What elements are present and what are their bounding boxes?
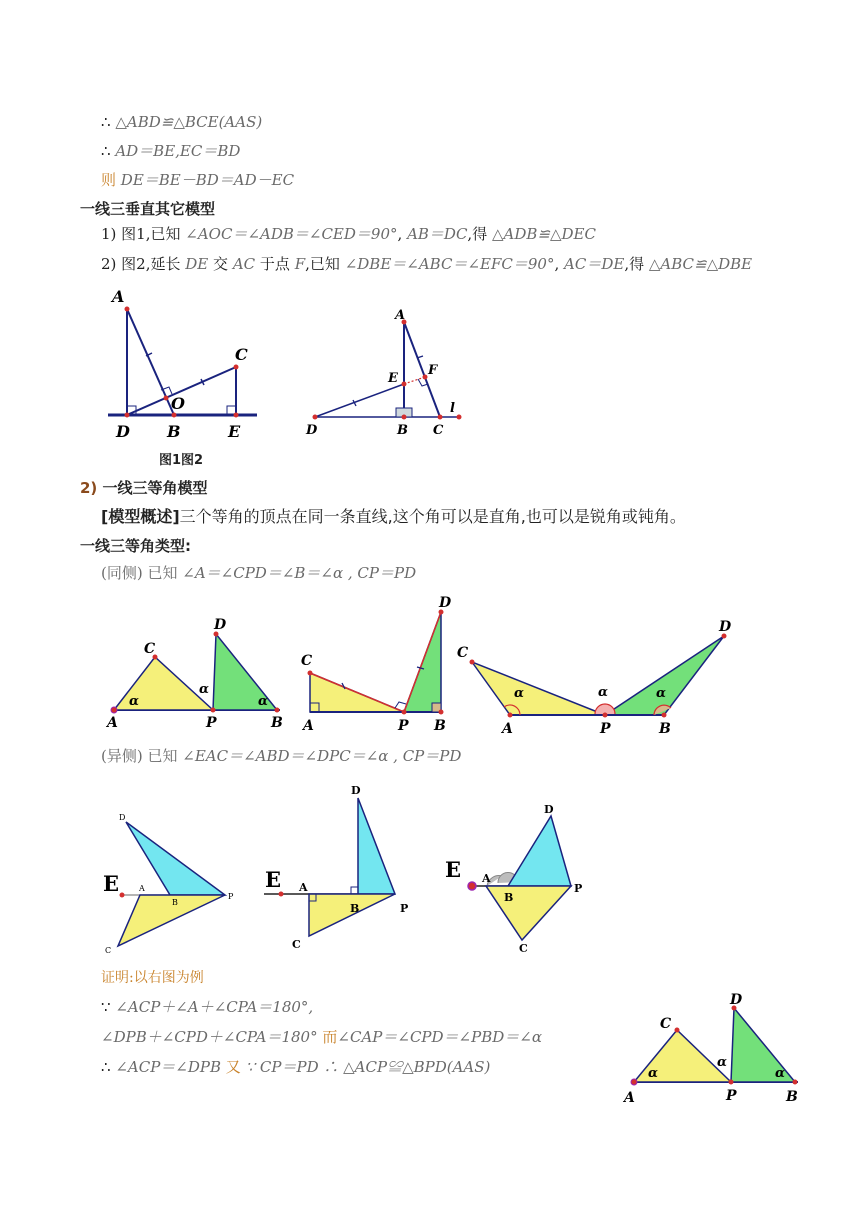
ref-label-c: C bbox=[660, 1016, 672, 1032]
proof-bottom-line-3 bbox=[101, 1057, 490, 1077]
opposite-side-figure-3 bbox=[442, 798, 592, 958]
fig1-label-b: B bbox=[167, 422, 181, 441]
section-number: 2) bbox=[80, 479, 98, 497]
fig1-label-c: C bbox=[235, 345, 248, 364]
ref-point-p bbox=[729, 1080, 734, 1085]
ref-triangle-pdb bbox=[731, 1008, 795, 1082]
ref-label-p: P bbox=[726, 1088, 737, 1104]
opposite-side-figure-2 bbox=[262, 778, 422, 958]
ss3-label-p: P bbox=[600, 721, 611, 737]
same-side-figure-2 bbox=[298, 592, 458, 737]
ss3-alpha-a: α bbox=[514, 686, 525, 701]
ss2-right-angle-p bbox=[395, 702, 406, 708]
ss3-triangle-acp bbox=[472, 662, 605, 715]
ss1-label-a: A bbox=[107, 715, 118, 730]
os3-triangle-acp bbox=[486, 886, 571, 940]
item1-result: △ADB≌△DEC bbox=[491, 225, 596, 243]
ss2-label-a: A bbox=[303, 718, 314, 734]
and-word: 而 bbox=[322, 1028, 338, 1046]
types-heading: 一线三等角类型: bbox=[80, 537, 191, 555]
opposite-side-figure-1 bbox=[98, 805, 248, 955]
fig1-point-c bbox=[234, 365, 239, 370]
ss1-label-d: D bbox=[214, 617, 227, 633]
fig1-label-a: A bbox=[112, 287, 125, 306]
item1-prefix: 1) 图1,已知 bbox=[101, 225, 181, 243]
final-conclusion: ∵ CP＝PD ∴ △ACP≌△BPD(AAS) bbox=[245, 1058, 491, 1076]
ss1-alpha-b: α bbox=[258, 694, 269, 709]
therefore-symbol: ∴ bbox=[101, 113, 111, 131]
ss2-label-c: C bbox=[301, 653, 313, 669]
os1-label-d: D bbox=[119, 813, 126, 822]
proof-line-2 bbox=[101, 141, 240, 161]
os2-label-c: C bbox=[292, 938, 301, 951]
os1-label-e: E bbox=[103, 871, 120, 896]
os1-label-a: A bbox=[139, 884, 145, 893]
section-heading-three-angles bbox=[80, 478, 208, 498]
proof-reference-figure bbox=[620, 988, 810, 1108]
os3-label-a: A bbox=[482, 872, 491, 885]
proof-bottom-line-1 bbox=[101, 997, 313, 1017]
item2-word-c: ,已知 bbox=[305, 255, 340, 273]
figure-2-diagram bbox=[300, 300, 470, 445]
figure-1-diagram bbox=[100, 284, 265, 444]
os1-label-p: P bbox=[228, 892, 234, 901]
also-word: 又 bbox=[225, 1058, 241, 1076]
fig2-point-f bbox=[423, 375, 428, 380]
fig1-point-e bbox=[234, 413, 239, 418]
other-model-item-2 bbox=[101, 254, 752, 274]
fig1-point-d bbox=[125, 413, 130, 418]
ref-label-b: B bbox=[786, 1089, 798, 1105]
because-symbol: ∵ bbox=[101, 998, 111, 1016]
item1-mid: ,得 bbox=[467, 225, 488, 243]
ref-label-d: D bbox=[730, 992, 743, 1008]
fig1-label-e: E bbox=[228, 422, 241, 441]
ss3-alpha-b: α bbox=[656, 686, 667, 701]
proof-bottom-line-2 bbox=[101, 1027, 542, 1047]
ss1-point-b bbox=[275, 708, 280, 713]
ss3-label-a: A bbox=[502, 721, 513, 737]
angle-equality: ∠ACP＝∠DPB bbox=[115, 1058, 222, 1076]
fig2-point-d bbox=[313, 415, 318, 420]
os2-right-angle-b bbox=[351, 887, 358, 894]
fig2-point-b bbox=[402, 415, 407, 420]
ss1-label-b: B bbox=[271, 715, 283, 730]
fig2-point-c bbox=[438, 415, 443, 420]
os3-label-b: B bbox=[504, 891, 514, 904]
ss2-point-p bbox=[402, 710, 407, 715]
equal-sides-statement: AD＝BE,EC＝BD bbox=[115, 142, 241, 160]
fig1-label-d: D bbox=[116, 422, 130, 441]
ss1-point-p bbox=[211, 708, 216, 713]
ss1-alpha-p: α bbox=[199, 682, 210, 697]
opposite-side-prefix: (异侧) 已知 bbox=[101, 747, 178, 765]
fig2-label-a: A bbox=[395, 308, 406, 323]
ss1-alpha-a: α bbox=[129, 694, 140, 709]
ref-label-a: A bbox=[624, 1090, 635, 1106]
ss3-label-c: C bbox=[457, 645, 469, 661]
ss1-point-a bbox=[111, 707, 117, 713]
item2-angles: ∠DBE＝∠ABC＝∠EFC＝90° bbox=[344, 255, 555, 273]
os2-label-d: D bbox=[351, 784, 361, 797]
os3-triangle-bdp bbox=[508, 816, 571, 886]
ref-alpha-b: α bbox=[775, 1066, 786, 1081]
item2-f: F bbox=[294, 255, 306, 273]
item2-sep: , bbox=[554, 255, 560, 273]
item1-sep: , bbox=[397, 225, 403, 243]
ref-alpha-p: α bbox=[717, 1055, 728, 1070]
ss3-point-c bbox=[470, 660, 475, 665]
ss3-label-b: B bbox=[659, 721, 671, 737]
os1-label-c: C bbox=[105, 946, 112, 955]
os3-label-d: D bbox=[544, 803, 554, 816]
item2-sides: AC＝DE bbox=[564, 255, 625, 273]
fig2-point-e bbox=[402, 382, 407, 387]
equal-angles: ∠CAP＝∠CPD＝∠PBD＝∠α bbox=[337, 1028, 542, 1046]
os2-label-e: E bbox=[265, 867, 282, 892]
ref-alpha-a: α bbox=[648, 1066, 659, 1081]
ss1-label-p: P bbox=[206, 715, 217, 730]
fig2-label-e: E bbox=[388, 371, 398, 386]
os3-point-e bbox=[468, 882, 476, 890]
fig2-label-l: l bbox=[450, 401, 455, 416]
figure-caption: 图1图2 bbox=[159, 453, 204, 468]
fig1-point-a bbox=[125, 307, 130, 312]
ss3-triangle-pdb bbox=[605, 636, 724, 715]
item2-ac: AC bbox=[232, 255, 256, 273]
ref-point-b bbox=[793, 1080, 798, 1085]
angle-sum-2: ∠DPB＋∠CPD＋∠CPA＝180° bbox=[101, 1028, 318, 1046]
fig1-label-o: O bbox=[171, 394, 185, 413]
proof-line-3 bbox=[101, 170, 294, 190]
item2-word-e: ,得 bbox=[624, 255, 645, 273]
ss2-label-d: D bbox=[439, 595, 452, 611]
fig2-label-d: D bbox=[306, 423, 318, 438]
angle-sum-1: ∠ACP＋∠A＋∠CPA＝180°, bbox=[115, 998, 314, 1016]
congruence-statement: △ABD≌△BCE(AAS) bbox=[115, 113, 263, 131]
fig1-point-o bbox=[164, 396, 169, 401]
ref-point-a bbox=[631, 1079, 637, 1085]
item2-word-a: 交 bbox=[213, 255, 229, 273]
os2-label-b: B bbox=[350, 902, 360, 915]
therefore-symbol-2: ∴ bbox=[101, 1058, 111, 1076]
proof-line-1 bbox=[101, 112, 262, 132]
os2-label-p: P bbox=[400, 902, 409, 915]
opposite-side-condition: ∠EAC＝∠ABD＝∠DPC＝∠α , CP＝PD bbox=[182, 747, 462, 765]
fig2-label-c: C bbox=[433, 423, 444, 438]
item1-angles: ∠AOC＝∠ADB＝∠CED＝90° bbox=[185, 225, 398, 243]
ss3-label-d: D bbox=[719, 619, 732, 635]
ss1-label-c: C bbox=[144, 641, 156, 657]
opposite-side-statement bbox=[101, 746, 461, 766]
item2-result: △ABC≌△DBE bbox=[648, 255, 753, 273]
os3-label-p: P bbox=[574, 882, 583, 895]
ss3-point-b bbox=[662, 713, 667, 718]
item2-prefix: 2) 图2,延长 bbox=[101, 255, 181, 273]
fig2-point-l bbox=[457, 415, 462, 420]
same-side-figure-1 bbox=[102, 610, 292, 730]
fig1-point-b bbox=[172, 413, 177, 418]
os2-point-e bbox=[279, 892, 284, 897]
os2-triangle-bdp bbox=[358, 798, 395, 894]
section-title: 一线三等角模型 bbox=[102, 479, 208, 497]
ss2-point-c bbox=[308, 671, 313, 676]
os1-point-e bbox=[120, 893, 125, 898]
fig2-label-f: F bbox=[428, 363, 438, 378]
ss3-alpha-p: α bbox=[598, 685, 609, 700]
ss2-point-b bbox=[439, 710, 444, 715]
os3-label-c: C bbox=[519, 942, 528, 955]
other-model-item-1 bbox=[101, 224, 596, 244]
os3-label-e: E bbox=[445, 857, 462, 882]
same-side-statement bbox=[101, 563, 416, 583]
item2-de: DE bbox=[185, 255, 209, 273]
ss2-label-p: P bbox=[398, 718, 409, 734]
same-side-condition: ∠A＝∠CPD＝∠B＝∠α , CP＝PD bbox=[182, 564, 417, 582]
fig2-label-b: B bbox=[397, 423, 408, 438]
os2-triangle-acp bbox=[309, 894, 395, 936]
proof-title: 证明:以右图为例 bbox=[101, 970, 204, 986]
os1-label-b: B bbox=[172, 898, 178, 907]
item2-word-b: 于点 bbox=[259, 255, 290, 273]
section-heading-other-models: 一线三垂直其它模型 bbox=[80, 200, 216, 218]
same-side-prefix: (同侧) 已知 bbox=[101, 564, 178, 582]
model-overview bbox=[101, 507, 686, 527]
de-conclusion: DE＝BE－BD＝AD－EC bbox=[120, 171, 295, 189]
os2-label-a: A bbox=[299, 881, 308, 894]
ss3-point-p bbox=[603, 713, 608, 718]
ss2-label-b: B bbox=[434, 718, 446, 734]
ss3-point-a bbox=[508, 713, 513, 718]
then-word: 则 bbox=[101, 171, 117, 189]
fig2-segment-de bbox=[315, 384, 404, 417]
fig2-extension-ef bbox=[404, 377, 425, 384]
same-side-figure-3 bbox=[450, 612, 740, 737]
overview-label: [模型概述] bbox=[101, 507, 180, 526]
therefore-symbol: ∴ bbox=[101, 142, 111, 160]
overview-text: 三个等角的顶点在同一条直线,这个角可以是直角,也可以是锐角或钝角。 bbox=[179, 507, 686, 526]
ref-point-c bbox=[675, 1028, 680, 1033]
item1-sides: AB＝DC bbox=[407, 225, 468, 243]
